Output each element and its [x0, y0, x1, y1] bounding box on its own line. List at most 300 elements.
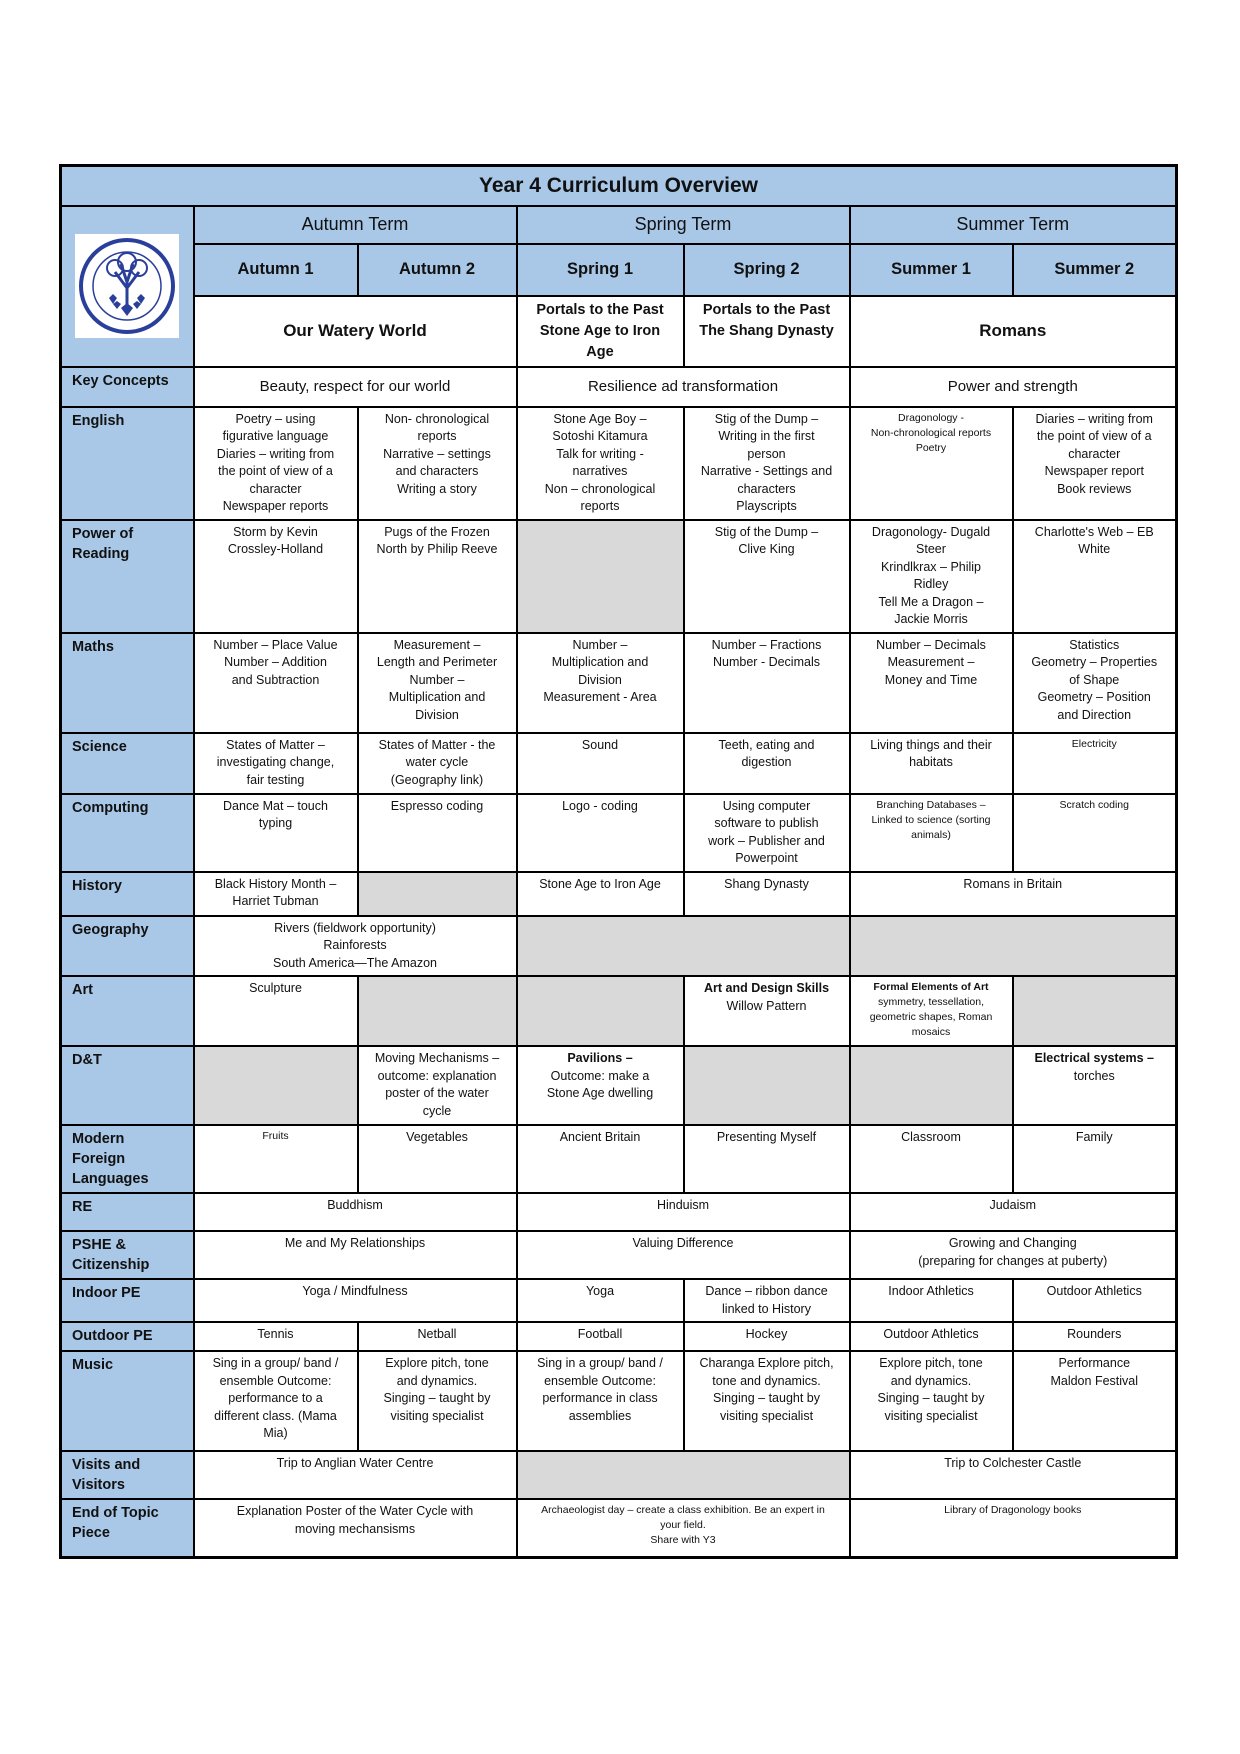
art-summer-1: Formal Elements of Art symmetry, tessellation, geometric shapes, Roman mosaics: [850, 976, 1013, 1046]
cell-line: linked to History: [722, 1301, 811, 1316]
dt-autumn-1-empty: [194, 1046, 358, 1125]
cell-line: Narrative – settings: [383, 446, 491, 461]
cell-line: Maldon Festival: [1050, 1373, 1139, 1388]
indoor-pe-summer-2: [1013, 1279, 1177, 1322]
cell-line: habitats: [909, 755, 953, 769]
computing-spring-2: [684, 794, 850, 872]
row-label-art: Art: [61, 976, 194, 1046]
cell-line: Sotoshi Kitamura: [552, 429, 648, 443]
cell-line: End of Topic: [72, 1505, 159, 1521]
cell-line: States of Matter - the: [378, 737, 496, 752]
geography-autumn: [194, 916, 517, 977]
cell-line: person: [747, 446, 786, 461]
music-autumn-1: [194, 1351, 358, 1451]
row-label-outdoor-pe: Outdoor PE: [61, 1322, 194, 1351]
curriculum-table: [59, 164, 1178, 1559]
row-label-visits: [61, 1451, 194, 1499]
cell-line: character: [249, 481, 302, 496]
english-spring-1: [517, 407, 684, 520]
cell-line: Espresso coding: [390, 798, 484, 813]
cell-line: Shang Dynasty: [724, 876, 809, 891]
mfl-autumn-1: [194, 1125, 358, 1193]
science-spring-1: [517, 733, 684, 794]
cell-line: performance to a: [228, 1391, 323, 1405]
cell-line: South America—The Amazon: [273, 955, 437, 970]
cell-line: Storm by Kevin: [233, 524, 318, 539]
indoor-pe-summer-1: [850, 1279, 1013, 1322]
row-label-indoor-pe: Indoor PE: [61, 1279, 194, 1322]
dt-autumn-2: [358, 1046, 517, 1125]
half-term-spring-1: Spring 1: [517, 244, 684, 296]
cell-line: Archaeologist day – create a class exhibition. Be an expert in: [541, 1504, 825, 1516]
cell-line: visiting specialist: [884, 1408, 978, 1423]
cell-line: figurative language: [222, 429, 329, 443]
cell-line: Willow Pattern: [726, 998, 807, 1013]
cell-line: animals): [911, 828, 951, 841]
cell-line: Rounders: [1067, 1327, 1122, 1341]
topic-summer: Romans: [850, 296, 1177, 367]
cell-line: Vegetables: [406, 1130, 468, 1144]
cell-line: Buddhism: [327, 1198, 383, 1212]
cell-line: Mia): [263, 1426, 288, 1440]
english-summer-1: [850, 407, 1013, 520]
cell-line: Me and My Relationships: [284, 1236, 426, 1250]
art-autumn-1: [194, 976, 358, 1046]
reading-autumn-2: [358, 520, 517, 633]
cell-line: characters: [737, 481, 796, 496]
cell-line: Judaism: [989, 1198, 1037, 1212]
maths-spring-1: [517, 633, 684, 733]
cell-line: geometric shapes, Roman: [869, 1011, 993, 1023]
cell-line: PSHE &: [72, 1237, 126, 1253]
computing-spring-1: [517, 794, 684, 872]
half-term-autumn-2: Autumn 2: [358, 244, 517, 296]
cell-line: performance in class: [542, 1391, 658, 1405]
cell-line: investigating change,: [216, 755, 335, 769]
cell-line: Poetry – using: [235, 411, 316, 426]
end-of-topic-spring: [517, 1499, 850, 1557]
art-summer-2-empty: [1013, 976, 1177, 1046]
cell-line: Indoor Athletics: [888, 1284, 974, 1298]
cell-line: Outdoor Athletics: [883, 1327, 979, 1341]
cell-line: Trip to Colchester Castle: [944, 1456, 1082, 1470]
cell-line: and dynamics.: [890, 1373, 972, 1388]
cell-line: Narrative - Settings and: [700, 464, 833, 478]
cell-line: digestion: [741, 755, 792, 769]
maths-spring-2: [684, 633, 850, 733]
cell-line: Hinduism: [656, 1198, 710, 1212]
cell-line: Modern: [72, 1131, 125, 1147]
cell-line: Electricity: [1071, 737, 1117, 750]
row-label-science: Science: [61, 733, 194, 794]
half-term-summer-2: Summer 2: [1013, 244, 1177, 296]
cell-line: Charanga Explore pitch,: [699, 1356, 834, 1370]
cell-line: Multiplication and: [551, 655, 649, 669]
geography-summer-empty: [850, 916, 1177, 977]
cell-line: Library of Dragonology books: [944, 1504, 1082, 1516]
cell-line: Singing – taught by: [383, 1391, 491, 1405]
cell-line: Length and Perimeter: [376, 655, 498, 669]
cell-line: and dynamics.: [396, 1373, 478, 1388]
cell-line: mosaics: [911, 1026, 951, 1038]
computing-summer-1: [850, 794, 1013, 872]
cell-line: Dragonology -: [898, 411, 964, 424]
science-summer-2: [1013, 733, 1177, 794]
cell-line: Valuing Difference: [632, 1236, 734, 1250]
cell-line: work – Publisher and: [708, 833, 825, 848]
cell-line: software to publish: [714, 816, 819, 830]
cell-line: Talk for writing -: [556, 446, 644, 461]
music-summer-1: [850, 1351, 1013, 1451]
cell-line: Netball: [417, 1327, 457, 1341]
english-autumn-1: [194, 407, 358, 520]
cell-line: Number – Fractions: [711, 637, 822, 652]
cell-line: the point of view of a: [1036, 429, 1152, 443]
cell-line: symmetry, tessellation,: [878, 996, 984, 1008]
cell-line: outcome: explanation: [377, 1068, 497, 1083]
history-spring-2: [684, 872, 850, 916]
cell-line: Sing in a group/ band /: [537, 1356, 663, 1370]
music-spring-1: [517, 1351, 684, 1451]
re-summer: [850, 1193, 1177, 1231]
cell-line: Geometry – Position: [1037, 690, 1151, 704]
cell-line: Visitors: [72, 1477, 125, 1493]
cell-line: Moving Mechanisms –: [374, 1051, 500, 1065]
cell-line: Explore pitch, tone: [879, 1356, 983, 1370]
cell-line: Steer: [916, 542, 946, 556]
cell-line: assemblies: [568, 1408, 632, 1423]
visits-spring-empty: [517, 1451, 850, 1499]
outdoor-pe-autumn-1: [194, 1322, 358, 1351]
cell-line: Geometry – Properties: [1031, 655, 1158, 669]
cell-line: Stig of the Dump –: [714, 411, 819, 426]
cell-line: Money and Time: [884, 672, 978, 687]
cell-line: Poetry: [915, 441, 947, 454]
outdoor-pe-autumn-2: [358, 1322, 517, 1351]
cell-line: Statistics: [1069, 637, 1120, 652]
cell-line: visiting specialist: [390, 1408, 484, 1423]
cell-line: (preparing for changes at puberty): [918, 1253, 1108, 1268]
cell-line: Singing – taught by: [712, 1391, 821, 1405]
page-title: Year 4 Curriculum Overview: [61, 166, 1177, 206]
art-autumn-2-empty: [358, 976, 517, 1046]
history-spring-1: [517, 872, 684, 916]
row-label-power-of-reading: [61, 520, 194, 633]
key-concepts-autumn: Beauty, respect for our world: [194, 367, 517, 407]
cell-line: Dragonology- Dugald: [871, 524, 991, 539]
cell-line: Number – Decimals: [876, 637, 986, 652]
cell-line: Scratch coding: [1059, 798, 1129, 811]
cell-line: Citizenship: [72, 1257, 150, 1273]
topic-spring-2: Portals to the Past The Shang Dynasty: [684, 296, 850, 367]
cell-line: Krindlkrax – Philip: [880, 559, 982, 574]
science-autumn-2: [358, 733, 517, 794]
cell-line: the point of view of a: [218, 464, 333, 478]
cell-line: Non-chronological reports: [870, 426, 992, 439]
geography-spring-empty: [517, 916, 850, 977]
cell-line: Living things and their: [870, 737, 992, 752]
cell-line: typing: [258, 816, 293, 830]
row-label-music: Music: [61, 1351, 194, 1451]
science-summer-1: [850, 733, 1013, 794]
cell-line: Logo - coding: [562, 798, 638, 813]
cell-line: Yoga: [585, 1284, 615, 1298]
cell-line: Ridley: [913, 577, 949, 591]
cell-line: different class. (Mama: [214, 1408, 337, 1423]
cell-line: Diaries – writing from: [1035, 411, 1153, 426]
cell-line: Charlotte's Web – EB: [1034, 524, 1154, 539]
maths-summer-2: [1013, 633, 1177, 733]
cell-line: and Direction: [1057, 707, 1132, 722]
cell-line: Division: [415, 707, 459, 722]
topic-spring-1: Portals to the Past Stone Age to Iron Age: [517, 296, 684, 367]
row-label-end-of-topic: [61, 1499, 194, 1557]
music-autumn-2: [358, 1351, 517, 1451]
cell-line: Writing in the first: [718, 429, 815, 443]
cell-line: your field.: [660, 1519, 706, 1531]
reading-summer-1: [850, 520, 1013, 633]
outdoor-pe-summer-2: [1013, 1322, 1177, 1351]
cell-line: Crossley-Holland: [227, 542, 324, 556]
computing-summer-2: [1013, 794, 1177, 872]
dt-spring-2-empty: [684, 1046, 850, 1125]
dt-spring-1: Pavilions – Outcome: make a Stone Age dwelling: [517, 1046, 684, 1125]
term-spring: Spring Term: [517, 206, 850, 244]
cell-line: Football: [577, 1327, 623, 1341]
re-spring: [517, 1193, 850, 1231]
cell-line: Harriet Tubman: [232, 894, 319, 908]
cell-line: Newspaper reports: [222, 499, 329, 513]
cell-line: Teeth, eating and: [718, 737, 815, 752]
cell-line: Tennis: [257, 1327, 294, 1341]
computing-autumn-1: [194, 794, 358, 872]
reading-spring-1-empty: [517, 520, 684, 633]
cell-line: Book reviews: [1057, 481, 1132, 496]
cell-line: Dance – ribbon dance: [705, 1284, 828, 1298]
maths-autumn-1: [194, 633, 358, 733]
english-summer-2: [1013, 407, 1177, 520]
maths-autumn-2: [358, 633, 517, 733]
cell-line: moving mechansisms: [294, 1521, 416, 1536]
cell-line: Newspaper report: [1044, 464, 1144, 478]
cell-line: Romans in Britain: [963, 876, 1063, 891]
cell-line: Piece: [72, 1525, 110, 1541]
art-spring-1-empty: [517, 976, 684, 1046]
cell-line: Clive King: [738, 542, 795, 556]
cell-line: Using computer: [722, 798, 811, 813]
reading-spring-2: [684, 520, 850, 633]
cell-line: reports: [417, 429, 457, 443]
cell-line: (Geography link): [390, 772, 484, 787]
maths-summer-1: [850, 633, 1013, 733]
cell-line: Stig of the Dump –: [714, 524, 819, 539]
cell-line: Rivers (fieldwork opportunity): [274, 920, 436, 935]
pshe-autumn: [194, 1231, 517, 1279]
cell-line: Power of: [72, 525, 134, 542]
science-autumn-1: [194, 733, 358, 794]
cell-line: Performance: [1058, 1356, 1131, 1370]
cell-line: tone and dynamics.: [712, 1373, 821, 1388]
row-label-history: History: [61, 872, 194, 916]
outdoor-pe-spring-2: [684, 1322, 850, 1351]
cell-line: Dance Mat – touch: [223, 798, 328, 813]
dt-summer-2: Electrical systems – torches: [1013, 1046, 1177, 1125]
cell-line: Sing in a group/ band /: [212, 1356, 339, 1370]
cell-line: cycle: [422, 1103, 452, 1118]
english-spring-2: [684, 407, 850, 520]
indoor-pe-spring-1: [517, 1279, 684, 1322]
cell-line: Stone Age dwelling: [546, 1086, 654, 1100]
cell-line: visiting specialist: [719, 1408, 814, 1423]
cell-line: Visits and: [72, 1457, 141, 1473]
cell-line: torches: [1073, 1068, 1115, 1083]
outdoor-pe-spring-1: [517, 1322, 684, 1351]
pshe-summer: [850, 1231, 1177, 1279]
history-summer: [850, 872, 1177, 916]
half-term-summer-1: Summer 1: [850, 244, 1013, 296]
term-autumn: Autumn Term: [194, 206, 517, 244]
cell-line: Outcome: make a: [550, 1068, 650, 1083]
mfl-spring-2: [684, 1125, 850, 1193]
cell-line: Branching Databases –: [876, 798, 986, 811]
cell-line: Outdoor Athletics: [1046, 1284, 1142, 1298]
cell-line: Fruits: [262, 1130, 289, 1142]
cell-line: Singing – taught by: [877, 1391, 985, 1405]
cell-line: Measurement –: [393, 637, 481, 652]
cell-line: and characters: [395, 464, 479, 478]
reading-summer-2: [1013, 520, 1177, 633]
cell-line: Languages: [72, 1171, 149, 1187]
music-summer-2: [1013, 1351, 1177, 1451]
cell-line: Number –: [572, 637, 628, 652]
science-spring-2: [684, 733, 850, 794]
cell-line: Trip to Anglian Water Centre: [276, 1456, 434, 1470]
mfl-spring-1: [517, 1125, 684, 1193]
cell-line: Number –: [409, 672, 465, 687]
cell-line: Division: [578, 672, 622, 687]
cell-line: Explanation Poster of the Water Cycle with: [236, 1504, 474, 1518]
cell-line: Diaries – writing from: [216, 446, 335, 461]
cell-line: Pugs of the Frozen: [384, 524, 490, 539]
key-concepts-spring: Resilience ad transformation: [517, 367, 850, 407]
cell-line: Writing a story: [397, 481, 477, 496]
cell-line: White: [1078, 542, 1111, 556]
cell-line: Playscripts: [736, 499, 797, 513]
cell-line: Presenting Myself: [716, 1130, 817, 1144]
history-autumn-1: [194, 872, 358, 916]
row-label-maths: Maths: [61, 633, 194, 733]
row-label-computing: Computing: [61, 794, 194, 872]
cell-line: Sound: [581, 737, 619, 752]
cell-line: Black History Month –: [214, 876, 337, 891]
cell-line: Multiplication and: [388, 690, 486, 704]
row-label-re: RE: [61, 1193, 194, 1231]
indoor-pe-spring-2: [684, 1279, 850, 1322]
row-label-dt: D&T: [61, 1046, 194, 1125]
cell-line: Number - Decimals: [713, 655, 820, 669]
cell-line: North by Philip Reeve: [376, 542, 498, 556]
key-concepts-summer: Power and strength: [850, 367, 1177, 407]
cell-line: Number – Place Value: [213, 637, 338, 652]
row-label-english: English: [61, 407, 194, 520]
cell-line: Share with Y3: [650, 1534, 716, 1546]
school-crest-icon: [75, 234, 179, 338]
row-label-pshe: [61, 1231, 194, 1279]
cell-line: Reading: [72, 545, 130, 562]
logo-cell: [61, 206, 194, 367]
cell-line: Tell Me a Dragon –: [878, 594, 984, 609]
cell-line: Jackie Morris: [894, 612, 968, 626]
cell-line: Foreign: [72, 1151, 126, 1167]
indoor-pe-autumn: [194, 1279, 517, 1322]
mfl-summer-1: [850, 1125, 1013, 1193]
history-autumn-2-empty: [358, 872, 517, 916]
cell-line: Stone Age to Iron Age: [539, 876, 661, 891]
cell-line: Non- chronological: [384, 411, 490, 426]
cell-line: Yoga / Mindfulness: [302, 1284, 408, 1298]
cell-line: Sculpture: [249, 981, 302, 995]
cell-line: Ancient Britain: [559, 1130, 641, 1144]
visits-summer: [850, 1451, 1177, 1499]
topic-autumn: Our Watery World: [194, 296, 517, 367]
mfl-autumn-2: [358, 1125, 517, 1193]
music-spring-2: [684, 1351, 850, 1451]
cell-line: and Subtraction: [231, 672, 320, 687]
cell-line: fair testing: [246, 772, 305, 787]
end-of-topic-autumn: [194, 1499, 517, 1557]
cell-line: States of Matter –: [226, 737, 325, 752]
row-label-key-concepts: Key Concepts: [61, 367, 194, 407]
dt-summer-1-empty: [850, 1046, 1013, 1125]
cell-line: Non – chronological: [544, 481, 656, 496]
cell-line: poster of the water: [385, 1086, 489, 1100]
term-summer: Summer Term: [850, 206, 1177, 244]
reading-autumn-1: [194, 520, 358, 633]
cell-line: Explore pitch, tone: [385, 1356, 489, 1370]
computing-autumn-2: [358, 794, 517, 872]
cell-line: Family: [1075, 1130, 1113, 1144]
cell-line: water cycle: [405, 755, 469, 769]
cell-line: of Shape: [1069, 672, 1120, 687]
end-of-topic-summer: [850, 1499, 1177, 1557]
cell-line: Number – Addition: [224, 655, 327, 669]
cell-line: reports: [580, 499, 620, 513]
outdoor-pe-summer-1: [850, 1322, 1013, 1351]
half-term-autumn-1: Autumn 1: [194, 244, 358, 296]
half-term-spring-2: Spring 2: [684, 244, 850, 296]
cell-line: Classroom: [901, 1130, 961, 1144]
mfl-summer-2: [1013, 1125, 1177, 1193]
cell-line: character: [1068, 446, 1121, 461]
cell-line: Powerpoint: [735, 851, 798, 865]
re-autumn: [194, 1193, 517, 1231]
cell-line: narratives: [572, 464, 628, 478]
cell-line: Measurement - Area: [543, 690, 657, 704]
row-label-mfl: [61, 1125, 194, 1193]
row-label-geography: Geography: [61, 916, 194, 977]
cell-line: Growing and Changing: [948, 1236, 1077, 1250]
cell-line: Stone Age Boy –: [553, 411, 647, 426]
cell-line: ensemble Outcome:: [544, 1373, 656, 1388]
cell-line: Rainforests: [323, 938, 387, 952]
cell-line: Hockey: [745, 1327, 788, 1341]
art-spring-2: Art and Design Skills Willow Pattern: [684, 976, 850, 1046]
english-autumn-2: [358, 407, 517, 520]
cell-line: ensemble Outcome:: [219, 1373, 332, 1388]
cell-line: Linked to science (sorting: [871, 813, 991, 826]
cell-line: Measurement –: [887, 655, 975, 669]
pshe-spring: [517, 1231, 850, 1279]
